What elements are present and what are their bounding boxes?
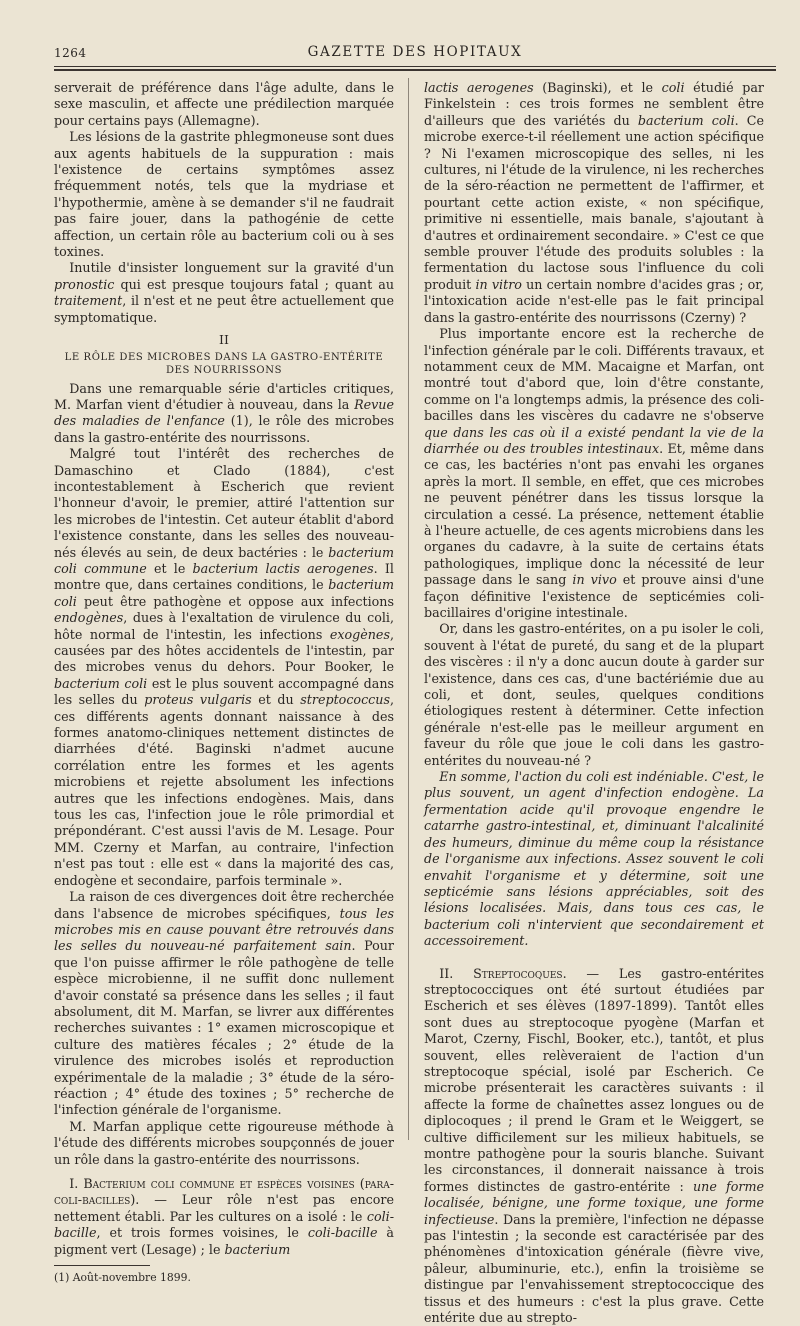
page-number: 1264 [54, 46, 87, 60]
header-rule-thick [54, 69, 776, 71]
journal-title: GAZETTE DES HOPITAUX [307, 44, 523, 60]
column-divider [408, 78, 409, 1140]
paragraph: La raison de ces divergences doit être recherchée dans l'absence de microbes spécifiques, tous les microbes mis en cause pouvant être retrouvés dans les selles du nouveau-né parfaitement sain. Pour que l'on puisse affirmer le rôle pathogène de telle espèce microbienne, il ne suffit donc nullement d'avoir constaté sa présence dans les selles ; il faut absolument, dit M. Marfan, se livrer aux différentes recherches suivantes : 1° examen microscopique et culture des matières fécales ; 2° étude de la virulence des microbes isolés et reproduction expérimentale de la maladie ; 3° étude de la séro-réaction ; 4° étude des toxines ; 5° recherche de l'infection générale de l'organisme. [54, 889, 394, 1118]
paragraph: Inutile d'insister longuement sur la gravité d'un pronostic qui est presque toujours fatal ; quant au traitement, il n'est et ne peut être actuellement que symptomatique. [54, 260, 394, 325]
footnote: (1) Août-novembre 1899. [54, 1271, 191, 1285]
paragraph: Les lésions de la gastrite phlegmoneuse sont dues aux agents habituels de la suppuration : mais l'existence de certains symptômes assez fréquemment notés, tels que la mydriase et l'hypothermie, amène à se demander s'il ne faudrait pas faire jouer, dans la pathogénie de cette affection, un certain rôle au bacterium coli ou à ses toxines. [54, 129, 394, 260]
paragraph: Dans une remarquable série d'articles critiques, M. Marfan vient d'étudier à nouveau, dans la Revue des maladies de l'enfance (1), le rôle des microbes dans la gastro-entérite des nourrissons. [54, 380, 394, 445]
paragraph: M. Marfan applique cette rigoureuse méthode à l'étude des différents microbes soupçonnés de jouer un rôle dans la gastro-entérite des nourrissons. [54, 1118, 394, 1167]
left-column [54, 80, 395, 1285]
paragraph: serverait de préférence dans l'âge adulte, dans le sexe masculin, et affecte une prédilection marquée pour certains pays (Allemagne). [54, 80, 394, 128]
subsection-paragraph: II. Streptocoques. — Les gastro-entérites streptococciques ont été surtout étudiées par Escherich et ses élèves (1897-1899). Tantôt elles sont dues au streptocoque pyogène (Marfan et Marot, Czerny, Fischl, Booker, etc.), tantôt, et plus souvent, elles relèveraient de l'action d'un streptocoque spécial, isolé par Escherich. Ce microbe présenterait les caractères suivants : il affecte la forme de chaînettes assez longues ou de diplocoques ; il prend le Gram et le Weiggert, se cultive difficilement sur les milieux habituels, se montre pathogène pour la souris blanche. Suivant les circonstances, il donnerait naissance à trois formes distinctes de gastro-entérite : une forme localisée, bénigne, une forme toxique, une forme infectieuse. Dans la première, l'infection ne dépasse pas l'intestin ; la seconde est caractérisée par des phénomènes d'intoxication générale (fièvre vive, pâleur, albuminurie, etc.), enfin la troisième se distingue par l'envahissement streptococcique des tissus et des humeurs : c'est la plus grave. Cette entérite due au strepto- [424, 965, 764, 1326]
footnote-rule [54, 1265, 150, 1266]
page-header [54, 40, 776, 68]
subsection-paragraph: I. Bacterium coli commune et espèces voisines (para-coli-bacilles). — Leur rôle n'est pas encore nettement établi. Par les cultures on a isolé : le coli-bacille, et trois formes voisines, le coli-bacille à pigment vert (Lesage) ; le bacterium [54, 1176, 395, 1257]
conclusion-paragraph: En somme, l'action du coli est indéniable. C'est, le plus souvent, un agent d'infection endogène. La fermentation acide qu'il provoque engendre le catarrhe gastro-intestinal, et, diminuant l'alcalinité des humeurs, diminue du même coup la résistance de l'organisme aux infections. Assez souvent le coli envahit l'organisme et y détermine, soit une septicémie sans lésions appréciables, soit des lésions localisées. Mais, dans tous ces cas, le bacterium coli n'intervient que secondairement et accessoirement. [424, 769, 764, 949]
section-title: LE RÔLE DES MICROBES DANS LA GASTRO-ENTÉRITE DES NOURRISSONS [64, 351, 384, 376]
paragraph: lactis aerogenes (Baginski), et le coli étudié par Finkelstein : ces trois formes ne semblent être d'ailleurs que des variétés du bacterium coli. Ce microbe exerce-t-il réellement une action spécifique ? Ni l'examen microscopique des selles, ni les cultures, ni l'étude de la virulence, ni les recherches de la séro-réaction ne permettent de l'affirmer, et pourtant cette action existe, « non spécifique, primitive ni essentielle, mais banale, s'ajoutant à d'autres et ordinairement secondaire. » C'est ce que semble prouver l'étude des produits solubles : la fermentation du lactose sous l'influence du coli produit in vitro un certain nombre d'acides gras ; or, l'intoxication acide n'est-elle pas le fait principal dans la gastro-entérite des nourrissons (Czerny) ? [424, 80, 765, 325]
paragraph: Plus importante encore est la recherche de l'infection générale par le coli. Différents travaux, et notamment ceux de MM. Macaigne et Marfan, ont montré tout d'abord que, loin d'être constante, comme on l'a longtemps admis, la présence des coli-bacilles dans les viscères du cadavre ne s'observe que dans les cas où il a existé pendant la vie de la diarrhée ou des troubles intestinaux. Et, même dans ce cas, les bactéries n'ont pas envahi les organes après la mort. Il semble, en effet, que ces microbes ne peuvent pénétrer dans les tissus lorsque la circulation a cessé. La présence, nettement établie à l'heure actuelle, de ces agents microbiens dans les organes du cadavre, à la suite de certains états pathologiques, implique donc la nécessité de leur passage dans le sang in vivo et prouve ainsi d'une façon définitive l'existence de septicémies coli-bacillaires d'origine intestinale. [424, 326, 765, 620]
paragraph: Or, dans les gastro-entérites, on a pu isoler le coli, souvent à l'état de pureté, du sang et de la plupart des viscères : il n'y a donc aucun doute à garder sur l'existence, dans ces cas, d'une bactériémie due au coli, et dont, seules, quelques conditions étiologiques restent à déterminer. Cette infection générale n'est-elle pas le meilleur argument en faveur du rôle que joue le coli dans les gastro-entérites du nouveau-né ? [424, 621, 764, 768]
paragraph: Malgré tout l'intérêt des recherches de Damaschino et Clado (1884), c'est incontestablement à Escherich que revient l'honneur d'avoir, le premier, attiré l'attention sur les microbes de l'intestin. Cet auteur établit d'abord l'existence constante, dans les selles des nouveau-nés élevés au sein, de deux bactéries : le bacterium coli commune et le bacterium lactis aerogenes. Il montre que, dans certaines conditions, le bacterium coli peut être pathogène et oppose aux infections endogènes, dues à l'exaltation de virulence du coli, hôte normal de l'intestin, les infections exogènes, causées par des hôtes accidentels de l'intestin, par des microbes venus du dehors. Pour Booker, le bacterium coli est le plus souvent accompagné dans les selles du proteus vulgaris et du streptococcus, ces différents agents donnant naissance à des formes anatomo-cliniques nettement distinctes de diarrhées d'été. Baginski n'admet aucune corrélation entre les formes et les agents microbiens et rejette absolument les infections autres que les infections endogènes. Mais, dans tous les cas, l'infection joue le rôle primordial et prépondérant. C'est aussi l'avis de M. Lesage. Pour MM. Czerny et Marfan, au contraire, l'infection n'est pas tout : elle est « dans la majorité des cas, endogène et secondaire, parfois terminale ». [54, 446, 395, 888]
section-number: II [219, 332, 229, 348]
right-column [424, 80, 765, 1326]
header-rule-thin [54, 66, 776, 67]
